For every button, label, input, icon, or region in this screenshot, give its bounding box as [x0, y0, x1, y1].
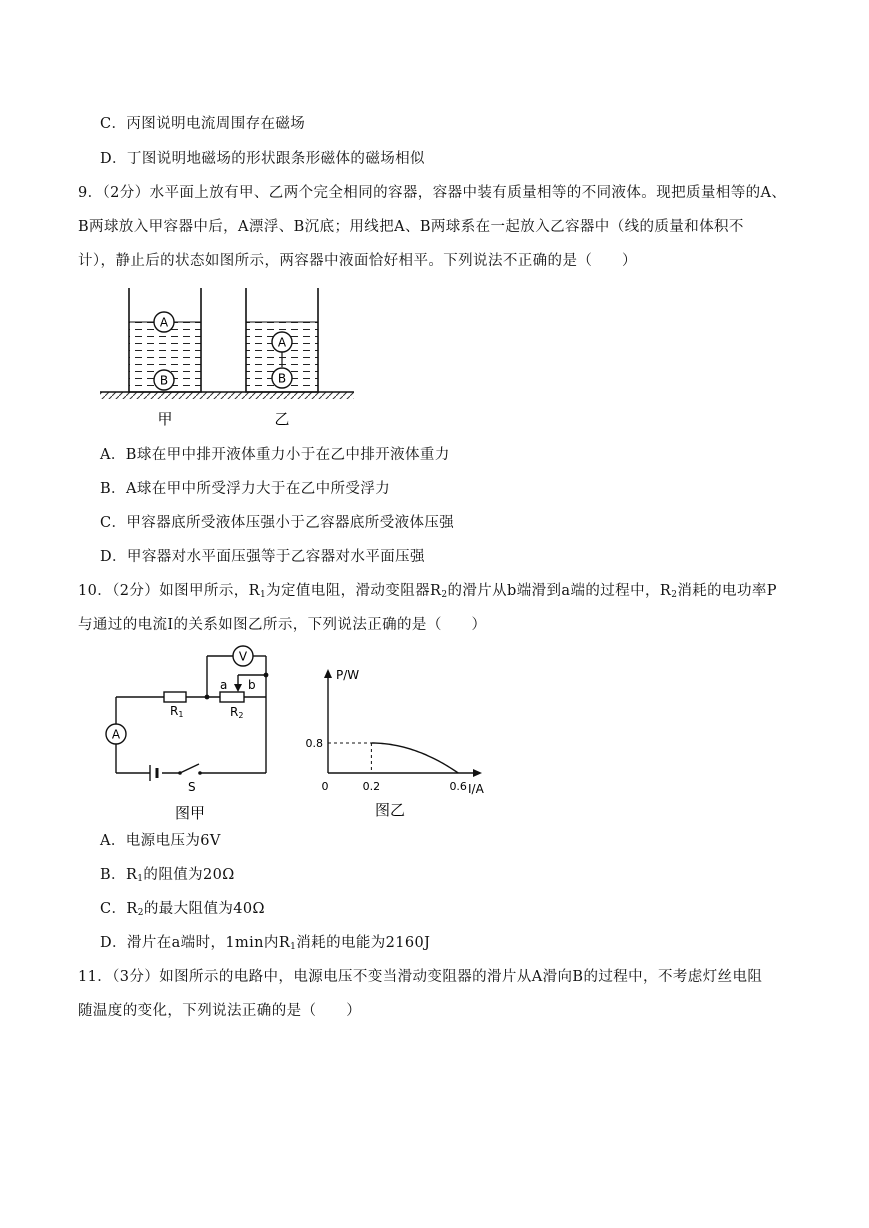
q9-container-figure: [98, 284, 360, 432]
x-tick-label-0.6: 0.6: [449, 780, 467, 793]
svg-text:B: B: [159, 373, 169, 388]
q10-stem-line1: 10．（2分）如图甲所示，$R_1$为定值电阻，滑动变阻器$R_2$的滑片从b端滑到a端的过程中，$R_2$消耗的电功率P: [78, 583, 777, 600]
x-axis-label: I/A: [468, 782, 484, 796]
q11-stem-line1: 11．（3分）如图所示的电路中，电源电压不变当滑动变阻器的滑片从A滑向B的过程中，不考虑灯丝电阻: [78, 969, 763, 985]
ammeter: [106, 724, 126, 744]
caption-circuit: 图甲: [174, 804, 206, 822]
y-axis-label: P/W: [336, 668, 360, 682]
q10-stem-line2: 与通过的电流I的关系如图乙所示，下列说法正确的是（ ）: [78, 617, 487, 633]
label-b: b: [248, 678, 256, 692]
q9-option-c: C．甲容器底所受液体压强小于乙容器底所受液体压强: [100, 515, 455, 531]
label-jia: 甲: [157, 410, 173, 428]
q10-circuit-diagram: [100, 642, 300, 827]
caption-graph: 图乙: [374, 801, 406, 819]
voltmeter: [233, 646, 253, 666]
y-axis-arrow: [324, 669, 332, 678]
x-tick-label-0: 0: [321, 780, 329, 793]
svg-text:A: A: [277, 335, 287, 350]
q10-power-current-graph: [298, 665, 498, 825]
q9-option-b: B．A球在甲中所受浮力大于在乙中所受浮力: [100, 481, 391, 497]
svg-text:B: B: [277, 371, 287, 386]
switch: [178, 764, 202, 775]
ball-b-yi: [272, 368, 292, 388]
q8-option-d: D．丁图说明地磁场的形状跟条形磁体的磁场相似: [100, 151, 425, 167]
label-r1: R1: [170, 704, 184, 719]
svg-text:A: A: [159, 315, 169, 330]
label-s: S: [188, 780, 196, 794]
q10-option-c: C．$R_2$的最大阻值为40Ω: [100, 901, 265, 918]
ball-a-yi: [272, 332, 292, 352]
battery: [150, 765, 157, 781]
power-curve: [371, 743, 458, 773]
q10-option-d: D．滑片在a端时，1min内$R_1$消耗的电能为2160J: [100, 935, 431, 952]
ball-b-jia: [154, 370, 174, 390]
label-yi: 乙: [274, 410, 290, 428]
q11-stem-line2: 随温度的变化，下列说法正确的是（ ）: [78, 1003, 362, 1019]
y-tick-label-0.8: 0.8: [305, 737, 323, 750]
q9-stem-line2: B两球放入甲容器中后，A漂浮、B沉底；用线把A、B两球系在一起放入乙容器中（线的质量和体积不: [78, 219, 744, 235]
svg-text:V: V: [238, 649, 248, 664]
svg-text:A: A: [111, 727, 121, 742]
ball-a-jia: [154, 312, 174, 332]
q9-stem-line3: 计），静止后的状态如图所示，两容器中液面恰好相平。下列说法不正确的是（ ）: [78, 253, 637, 269]
q9-option-d: D．甲容器对水平面压强等于乙容器对水平面压强: [100, 549, 425, 565]
q10-option-b: B．$R_1$的阻值为20Ω: [100, 867, 235, 884]
rheostat-r2: [220, 692, 244, 702]
q10-option-a: A．电源电压为6V: [100, 833, 221, 849]
q9-stem-line1: 9．（2分）水平面上放有甲、乙两个完全相同的容器，容器中装有质量相等的不同液体。现把质量相等的A、: [78, 185, 787, 201]
q8-option-c: C．丙图说明电流周围存在磁场: [100, 116, 306, 132]
q9-option-a: A．B球在甲中排开液体重力小于在乙中排开液体重力: [100, 447, 450, 463]
label-r2: R2: [230, 705, 244, 720]
x-tick-label-0.2: 0.2: [362, 780, 381, 793]
x-axis-arrow: [473, 769, 482, 777]
resistor-r1: [164, 692, 186, 702]
label-a: a: [220, 678, 228, 692]
